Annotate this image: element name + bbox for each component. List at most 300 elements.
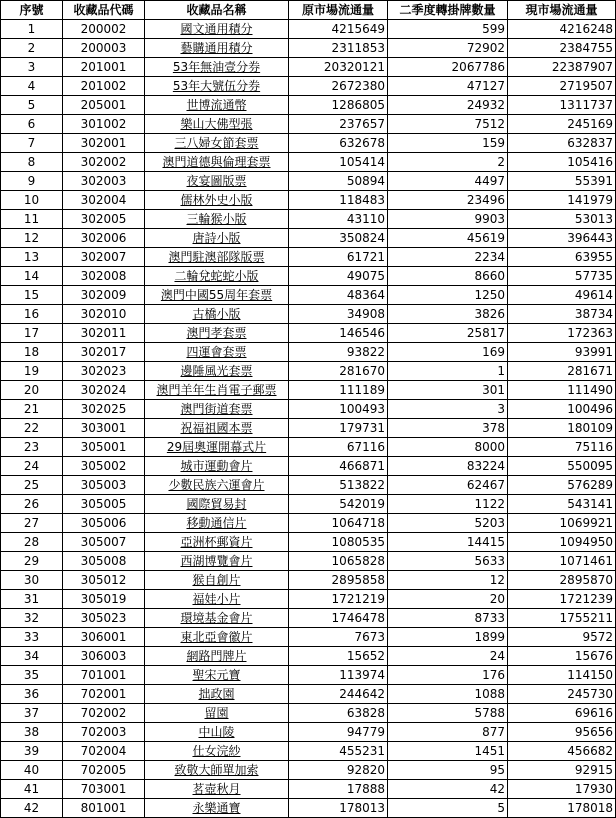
cell-q2-listed: 2234 bbox=[388, 248, 508, 267]
cell-index: 32 bbox=[1, 609, 63, 628]
cell-name: 仕女浣紗 bbox=[145, 742, 289, 761]
table-row bbox=[1, 552, 616, 571]
table-row bbox=[1, 96, 616, 115]
cell-q2-listed: 23496 bbox=[388, 191, 508, 210]
cell-index: 34 bbox=[1, 647, 63, 666]
cell-original: 63828 bbox=[289, 704, 388, 723]
cell-index: 31 bbox=[1, 590, 63, 609]
cell-index: 33 bbox=[1, 628, 63, 647]
cell-index: 3 bbox=[1, 58, 63, 77]
cell-original: 1080535 bbox=[289, 533, 388, 552]
cell-name: 澳門駐澳部隊版票 bbox=[145, 248, 289, 267]
cell-index: 10 bbox=[1, 191, 63, 210]
header-code: 收藏品代碼 bbox=[63, 1, 145, 20]
cell-code: 302006 bbox=[63, 229, 145, 248]
table-row bbox=[1, 533, 616, 552]
cell-q2-listed: 4497 bbox=[388, 172, 508, 191]
table-row bbox=[1, 381, 616, 400]
cell-index: 29 bbox=[1, 552, 63, 571]
cell-name: 猴自創片 bbox=[145, 571, 289, 590]
cell-name: 世博流通幣 bbox=[145, 96, 289, 115]
cell-name: 城市運動會片 bbox=[145, 457, 289, 476]
cell-index: 41 bbox=[1, 780, 63, 799]
cell-original: 92820 bbox=[289, 761, 388, 780]
cell-original: 2311853 bbox=[289, 39, 388, 58]
cell-q2-listed: 5633 bbox=[388, 552, 508, 571]
cell-original: 7673 bbox=[289, 628, 388, 647]
cell-name: 澳門道德與倫理套票 bbox=[145, 153, 289, 172]
cell-index: 6 bbox=[1, 115, 63, 134]
cell-q2-listed: 5788 bbox=[388, 704, 508, 723]
cell-code: 305008 bbox=[63, 552, 145, 571]
cell-q2-listed: 5203 bbox=[388, 514, 508, 533]
table-row bbox=[1, 134, 616, 153]
cell-original: 2895858 bbox=[289, 571, 388, 590]
cell-original: 113974 bbox=[289, 666, 388, 685]
cell-q2-listed: 159 bbox=[388, 134, 508, 153]
cell-q2-listed: 378 bbox=[388, 419, 508, 438]
cell-code: 306003 bbox=[63, 647, 145, 666]
cell-original: 20320121 bbox=[289, 58, 388, 77]
cell-code: 205001 bbox=[63, 96, 145, 115]
table-row bbox=[1, 476, 616, 495]
cell-code: 301002 bbox=[63, 115, 145, 134]
cell-current: 178018 bbox=[508, 799, 616, 818]
table-row bbox=[1, 457, 616, 476]
cell-index: 39 bbox=[1, 742, 63, 761]
cell-current: 105416 bbox=[508, 153, 616, 172]
header-original-circulation: 原市場流通量 bbox=[289, 1, 388, 20]
cell-name: 亞洲杯郵資片 bbox=[145, 533, 289, 552]
cell-code: 302011 bbox=[63, 324, 145, 343]
cell-current: 456682 bbox=[508, 742, 616, 761]
header-name: 收藏品名稱 bbox=[145, 1, 289, 20]
cell-name: 29屆奧運開幕式片 bbox=[145, 438, 289, 457]
table-row bbox=[1, 20, 616, 39]
cell-name: 拙政園 bbox=[145, 685, 289, 704]
cell-current: 17930 bbox=[508, 780, 616, 799]
cell-q2-listed: 83224 bbox=[388, 457, 508, 476]
cell-code: 305003 bbox=[63, 476, 145, 495]
cell-current: 576289 bbox=[508, 476, 616, 495]
cell-name: 致敬大師單加索 bbox=[145, 761, 289, 780]
cell-code: 302009 bbox=[63, 286, 145, 305]
cell-original: 146546 bbox=[289, 324, 388, 343]
cell-original: 93822 bbox=[289, 343, 388, 362]
cell-name: 澳門孝套票 bbox=[145, 324, 289, 343]
cell-original: 4215649 bbox=[289, 20, 388, 39]
cell-name: 澳門中國55周年套票 bbox=[145, 286, 289, 305]
cell-index: 20 bbox=[1, 381, 63, 400]
cell-current: 38734 bbox=[508, 305, 616, 324]
cell-index: 15 bbox=[1, 286, 63, 305]
table-row bbox=[1, 229, 616, 248]
cell-q2-listed: 599 bbox=[388, 20, 508, 39]
cell-original: 105414 bbox=[289, 153, 388, 172]
cell-current: 55391 bbox=[508, 172, 616, 191]
header-q2-listed: 二季度轉掛牌數量 bbox=[388, 1, 508, 20]
cell-code: 305012 bbox=[63, 571, 145, 590]
cell-q2-listed: 2 bbox=[388, 153, 508, 172]
cell-code: 305023 bbox=[63, 609, 145, 628]
cell-current: 53013 bbox=[508, 210, 616, 229]
cell-index: 40 bbox=[1, 761, 63, 780]
header-row bbox=[1, 1, 616, 20]
cell-original: 513822 bbox=[289, 476, 388, 495]
cell-index: 17 bbox=[1, 324, 63, 343]
cell-name: 中山陵 bbox=[145, 723, 289, 742]
cell-q2-listed: 72902 bbox=[388, 39, 508, 58]
cell-code: 305001 bbox=[63, 438, 145, 457]
table-row bbox=[1, 419, 616, 438]
cell-q2-listed: 8660 bbox=[388, 267, 508, 286]
table-row bbox=[1, 248, 616, 267]
table-row bbox=[1, 780, 616, 799]
cell-q2-listed: 176 bbox=[388, 666, 508, 685]
cell-code: 702004 bbox=[63, 742, 145, 761]
cell-name: 三八婦女節套票 bbox=[145, 134, 289, 153]
cell-current: 100496 bbox=[508, 400, 616, 419]
table-row bbox=[1, 723, 616, 742]
cell-code: 302023 bbox=[63, 362, 145, 381]
cell-current: 2895870 bbox=[508, 571, 616, 590]
table-row bbox=[1, 77, 616, 96]
cell-original: 49075 bbox=[289, 267, 388, 286]
cell-current: 49614 bbox=[508, 286, 616, 305]
cell-q2-listed: 8733 bbox=[388, 609, 508, 628]
cell-index: 21 bbox=[1, 400, 63, 419]
cell-code: 302001 bbox=[63, 134, 145, 153]
cell-code: 801001 bbox=[63, 799, 145, 818]
table-row bbox=[1, 172, 616, 191]
cell-name: 邊陲風光套票 bbox=[145, 362, 289, 381]
cell-index: 25 bbox=[1, 476, 63, 495]
cell-current: 1071461 bbox=[508, 552, 616, 571]
table-row bbox=[1, 58, 616, 77]
cell-q2-listed: 62467 bbox=[388, 476, 508, 495]
cell-original: 94779 bbox=[289, 723, 388, 742]
cell-original: 1721219 bbox=[289, 590, 388, 609]
table-row bbox=[1, 210, 616, 229]
cell-current: 2719507 bbox=[508, 77, 616, 96]
cell-q2-listed: 9903 bbox=[388, 210, 508, 229]
table-row bbox=[1, 39, 616, 58]
cell-code: 702001 bbox=[63, 685, 145, 704]
cell-name: 茗壺秋月 bbox=[145, 780, 289, 799]
cell-current: 245730 bbox=[508, 685, 616, 704]
table-row bbox=[1, 609, 616, 628]
cell-index: 7 bbox=[1, 134, 63, 153]
cell-code: 302017 bbox=[63, 343, 145, 362]
cell-original: 111189 bbox=[289, 381, 388, 400]
cell-q2-listed: 24932 bbox=[388, 96, 508, 115]
cell-q2-listed: 95 bbox=[388, 761, 508, 780]
cell-original: 244642 bbox=[289, 685, 388, 704]
cell-q2-listed: 2067786 bbox=[388, 58, 508, 77]
cell-name: 東北亞會徽片 bbox=[145, 628, 289, 647]
cell-q2-listed: 1451 bbox=[388, 742, 508, 761]
table-row bbox=[1, 400, 616, 419]
cell-index: 18 bbox=[1, 343, 63, 362]
cell-name: 移動通信片 bbox=[145, 514, 289, 533]
cell-current: 141979 bbox=[508, 191, 616, 210]
cell-current: 93991 bbox=[508, 343, 616, 362]
cell-index: 35 bbox=[1, 666, 63, 685]
cell-index: 36 bbox=[1, 685, 63, 704]
cell-q2-listed: 1 bbox=[388, 362, 508, 381]
cell-index: 26 bbox=[1, 495, 63, 514]
cell-original: 466871 bbox=[289, 457, 388, 476]
cell-name: 古橋小版 bbox=[145, 305, 289, 324]
cell-current: 63955 bbox=[508, 248, 616, 267]
cell-index: 23 bbox=[1, 438, 63, 457]
cell-current: 245169 bbox=[508, 115, 616, 134]
cell-original: 281670 bbox=[289, 362, 388, 381]
table-row bbox=[1, 324, 616, 343]
cell-q2-listed: 8000 bbox=[388, 438, 508, 457]
cell-q2-listed: 169 bbox=[388, 343, 508, 362]
cell-original: 542019 bbox=[289, 495, 388, 514]
cell-current: 75116 bbox=[508, 438, 616, 457]
cell-index: 11 bbox=[1, 210, 63, 229]
cell-current: 1721239 bbox=[508, 590, 616, 609]
cell-code: 302005 bbox=[63, 210, 145, 229]
cell-q2-listed: 20 bbox=[388, 590, 508, 609]
cell-name: 二輪兌蛇蛇小版 bbox=[145, 267, 289, 286]
cell-q2-listed: 47127 bbox=[388, 77, 508, 96]
cell-original: 350824 bbox=[289, 229, 388, 248]
cell-q2-listed: 24 bbox=[388, 647, 508, 666]
cell-original: 118483 bbox=[289, 191, 388, 210]
cell-index: 9 bbox=[1, 172, 63, 191]
cell-index: 8 bbox=[1, 153, 63, 172]
cell-current: 396443 bbox=[508, 229, 616, 248]
cell-name: 三輪猴小版 bbox=[145, 210, 289, 229]
cell-current: 1094950 bbox=[508, 533, 616, 552]
cell-q2-listed: 42 bbox=[388, 780, 508, 799]
table-row bbox=[1, 799, 616, 818]
cell-current: 1755211 bbox=[508, 609, 616, 628]
table-row bbox=[1, 153, 616, 172]
cell-q2-listed: 301 bbox=[388, 381, 508, 400]
table-row bbox=[1, 495, 616, 514]
cell-name: 留園 bbox=[145, 704, 289, 723]
cell-name: 儒林外史小版 bbox=[145, 191, 289, 210]
cell-name: 國文通用積分 bbox=[145, 20, 289, 39]
cell-index: 27 bbox=[1, 514, 63, 533]
cell-original: 2672380 bbox=[289, 77, 388, 96]
cell-code: 302024 bbox=[63, 381, 145, 400]
table-row bbox=[1, 628, 616, 647]
cell-code: 305007 bbox=[63, 533, 145, 552]
cell-index: 14 bbox=[1, 267, 63, 286]
table-row bbox=[1, 286, 616, 305]
cell-name: 永樂通寶 bbox=[145, 799, 289, 818]
cell-index: 4 bbox=[1, 77, 63, 96]
cell-name: 少數民族六運會片 bbox=[145, 476, 289, 495]
cell-index: 13 bbox=[1, 248, 63, 267]
cell-current: 632837 bbox=[508, 134, 616, 153]
cell-original: 455231 bbox=[289, 742, 388, 761]
cell-index: 16 bbox=[1, 305, 63, 324]
table-row bbox=[1, 362, 616, 381]
table-row bbox=[1, 590, 616, 609]
cell-code: 302025 bbox=[63, 400, 145, 419]
table-row bbox=[1, 305, 616, 324]
cell-original: 15652 bbox=[289, 647, 388, 666]
table-row bbox=[1, 343, 616, 362]
cell-name: 西湖博覽會片 bbox=[145, 552, 289, 571]
cell-original: 48364 bbox=[289, 286, 388, 305]
cell-index: 5 bbox=[1, 96, 63, 115]
cell-name: 53年大號伍分券 bbox=[145, 77, 289, 96]
cell-original: 50894 bbox=[289, 172, 388, 191]
cell-code: 305005 bbox=[63, 495, 145, 514]
cell-current: 1069921 bbox=[508, 514, 616, 533]
cell-q2-listed: 877 bbox=[388, 723, 508, 742]
cell-q2-listed: 5 bbox=[388, 799, 508, 818]
cell-current: 1311737 bbox=[508, 96, 616, 115]
cell-code: 200003 bbox=[63, 39, 145, 58]
cell-current: 543141 bbox=[508, 495, 616, 514]
cell-original: 1064718 bbox=[289, 514, 388, 533]
cell-name: 環境基金會片 bbox=[145, 609, 289, 628]
table-row bbox=[1, 742, 616, 761]
table-row bbox=[1, 438, 616, 457]
cell-name: 國際貿易封 bbox=[145, 495, 289, 514]
cell-original: 17888 bbox=[289, 780, 388, 799]
cell-code: 302010 bbox=[63, 305, 145, 324]
cell-q2-listed: 45619 bbox=[388, 229, 508, 248]
cell-name: 澳門街道套票 bbox=[145, 400, 289, 419]
cell-q2-listed: 3 bbox=[388, 400, 508, 419]
cell-name: 藝購通用積分 bbox=[145, 39, 289, 58]
cell-name: 夜宴圖版票 bbox=[145, 172, 289, 191]
table-row bbox=[1, 115, 616, 134]
cell-current: 92915 bbox=[508, 761, 616, 780]
cell-index: 42 bbox=[1, 799, 63, 818]
cell-original: 1286805 bbox=[289, 96, 388, 115]
cell-original: 34908 bbox=[289, 305, 388, 324]
cell-original: 179731 bbox=[289, 419, 388, 438]
table-row bbox=[1, 647, 616, 666]
cell-index: 2 bbox=[1, 39, 63, 58]
cell-index: 30 bbox=[1, 571, 63, 590]
cell-q2-listed: 1899 bbox=[388, 628, 508, 647]
cell-code: 701001 bbox=[63, 666, 145, 685]
cell-current: 4216248 bbox=[508, 20, 616, 39]
table-row bbox=[1, 685, 616, 704]
cell-code: 201001 bbox=[63, 58, 145, 77]
cell-code: 702003 bbox=[63, 723, 145, 742]
cell-name: 福娃小片 bbox=[145, 590, 289, 609]
table-row bbox=[1, 761, 616, 780]
cell-name: 澳門羊年生肖電子郵票 bbox=[145, 381, 289, 400]
cell-original: 67116 bbox=[289, 438, 388, 457]
cell-index: 22 bbox=[1, 419, 63, 438]
cell-current: 114150 bbox=[508, 666, 616, 685]
table-row bbox=[1, 704, 616, 723]
cell-name: 網路門牌片 bbox=[145, 647, 289, 666]
cell-original: 1746478 bbox=[289, 609, 388, 628]
cell-code: 702005 bbox=[63, 761, 145, 780]
cell-code: 306001 bbox=[63, 628, 145, 647]
cell-current: 180109 bbox=[508, 419, 616, 438]
cell-original: 100493 bbox=[289, 400, 388, 419]
cell-q2-listed: 1250 bbox=[388, 286, 508, 305]
cell-original: 1065828 bbox=[289, 552, 388, 571]
cell-q2-listed: 25817 bbox=[388, 324, 508, 343]
cell-index: 1 bbox=[1, 20, 63, 39]
table-row bbox=[1, 514, 616, 533]
cell-q2-listed: 7512 bbox=[388, 115, 508, 134]
table-row bbox=[1, 191, 616, 210]
cell-q2-listed: 3826 bbox=[388, 305, 508, 324]
cell-current: 9572 bbox=[508, 628, 616, 647]
cell-code: 200002 bbox=[63, 20, 145, 39]
cell-current: 57735 bbox=[508, 267, 616, 286]
cell-code: 703001 bbox=[63, 780, 145, 799]
cell-name: 唐詩小版 bbox=[145, 229, 289, 248]
cell-current: 22387907 bbox=[508, 58, 616, 77]
cell-name: 聖宋元寶 bbox=[145, 666, 289, 685]
cell-original: 632678 bbox=[289, 134, 388, 153]
cell-current: 2384755 bbox=[508, 39, 616, 58]
header-index: 序號 bbox=[1, 1, 63, 20]
cell-q2-listed: 14415 bbox=[388, 533, 508, 552]
cell-current: 15676 bbox=[508, 647, 616, 666]
header-current-circulation: 現市場流通量 bbox=[508, 1, 616, 20]
cell-code: 303001 bbox=[63, 419, 145, 438]
table-row bbox=[1, 267, 616, 286]
cell-original: 237657 bbox=[289, 115, 388, 134]
cell-index: 28 bbox=[1, 533, 63, 552]
table-row bbox=[1, 666, 616, 685]
cell-current: 111490 bbox=[508, 381, 616, 400]
cell-q2-listed: 12 bbox=[388, 571, 508, 590]
cell-index: 38 bbox=[1, 723, 63, 742]
cell-code: 305002 bbox=[63, 457, 145, 476]
cell-code: 302008 bbox=[63, 267, 145, 286]
cell-index: 19 bbox=[1, 362, 63, 381]
cell-original: 61721 bbox=[289, 248, 388, 267]
table-body bbox=[1, 20, 616, 818]
cell-index: 12 bbox=[1, 229, 63, 248]
cell-current: 95656 bbox=[508, 723, 616, 742]
cell-code: 302004 bbox=[63, 191, 145, 210]
cell-q2-listed: 1088 bbox=[388, 685, 508, 704]
cell-code: 302002 bbox=[63, 153, 145, 172]
cell-index: 24 bbox=[1, 457, 63, 476]
cell-name: 樂山大佛型張 bbox=[145, 115, 289, 134]
cell-name: 53年無油壹分券 bbox=[145, 58, 289, 77]
cell-q2-listed: 1122 bbox=[388, 495, 508, 514]
cell-code: 302007 bbox=[63, 248, 145, 267]
cell-current: 69616 bbox=[508, 704, 616, 723]
cell-current: 550095 bbox=[508, 457, 616, 476]
cell-original: 43110 bbox=[289, 210, 388, 229]
cell-current: 281671 bbox=[508, 362, 616, 381]
cell-original: 178013 bbox=[289, 799, 388, 818]
cell-code: 305019 bbox=[63, 590, 145, 609]
cell-code: 702002 bbox=[63, 704, 145, 723]
cell-code: 305006 bbox=[63, 514, 145, 533]
cell-name: 四運會套票 bbox=[145, 343, 289, 362]
cell-name: 祝福祖國本票 bbox=[145, 419, 289, 438]
cell-current: 172363 bbox=[508, 324, 616, 343]
table-row bbox=[1, 571, 616, 590]
cell-index: 37 bbox=[1, 704, 63, 723]
